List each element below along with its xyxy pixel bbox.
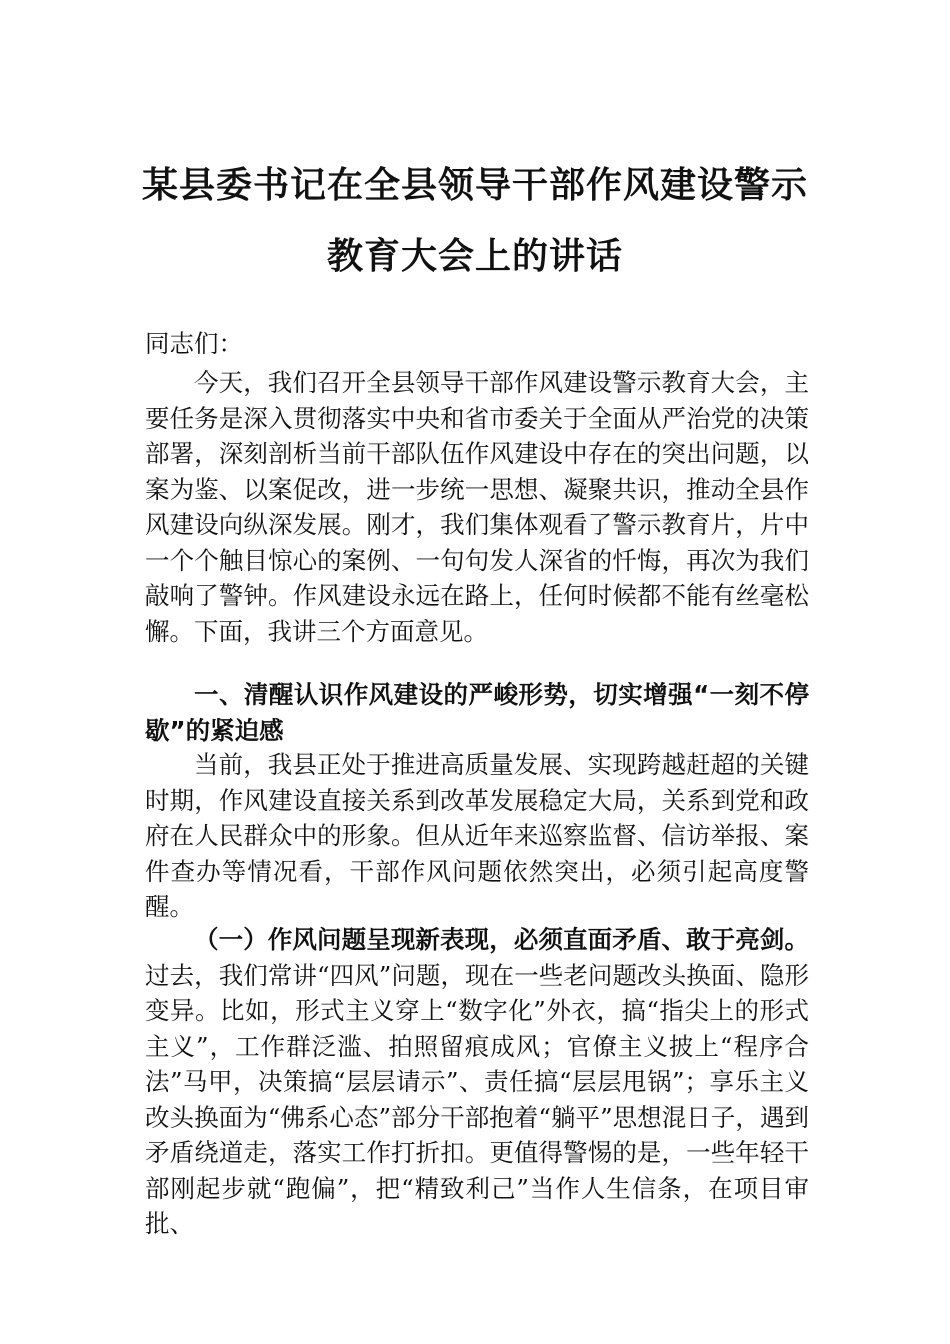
opening-paragraph: 今天，我们召开全县领导干部作风建设警示教育大会，主要任务是深入贯彻落实中央和省市委关于全面从严治党的决策部署，深刻剖析当前干部队伍作风建设中存在的突出问题，以案为鉴、以案促改，进一步统一思想、凝聚共识，推动全县作风建设向纵深发展。刚才，我们集体观看了警示教育片，片中一个个触目惊心的案例、一句句发人深省的忏悔，再次为我们敲响了警钟。作风建设永远在路上，任何时候都不能有丝毫松懈。下面，我讲三个方面意见。 [145, 368, 809, 646]
subsection-heading-1: （一）作风问题呈现新表现，必须直面矛盾、敢于亮剑。 [194, 925, 809, 954]
section-heading-1: 一、清醒认识作风建设的严峻形势，切实增强“一刻不停歇”的紧迫感 [145, 680, 809, 745]
subsection-1-body: 过去，我们常讲“四风”问题，现在一些老问题改头换面、隐形变异。比如，形式主义穿上“数字化”外衣，搞“指尖上的形式主义”，工作群泛滥、拍照留痕成风；官僚主义披上“程序合法”马甲，决策搞“层层请示”、责任搞“层层甩锅”；享乐主义改头换面为“佛系心态”部分干部抱着“躺平”思想混日子，遇到矛盾绕道走，落实工作打折扣。更值得警惕的是，一些年轻干部刚起步就“跑偏”，把“精致利己”当作人生信条，在项目审批、 [145, 960, 809, 1238]
section-1-paragraph: 当前，我县正处于推进高质量发展、实现跨越赶超的关键时期，作风建设直接关系到改革发展稳定大局，关系到党和政府在人民群众中的形象。但从近年来巡察监督、信访举报、案件查办等情况看，干部作风问题依然突出，必须引起高度警醒。 [145, 750, 809, 921]
document-title-line-2: 教育大会上的讲话 [326, 235, 623, 277]
salutation: 同志们： [145, 329, 243, 358]
document-title-line-1: 某县委书记在全县领导干部作风建设警示 [141, 164, 808, 206]
subsection-1-paragraph [145, 922, 809, 1242]
